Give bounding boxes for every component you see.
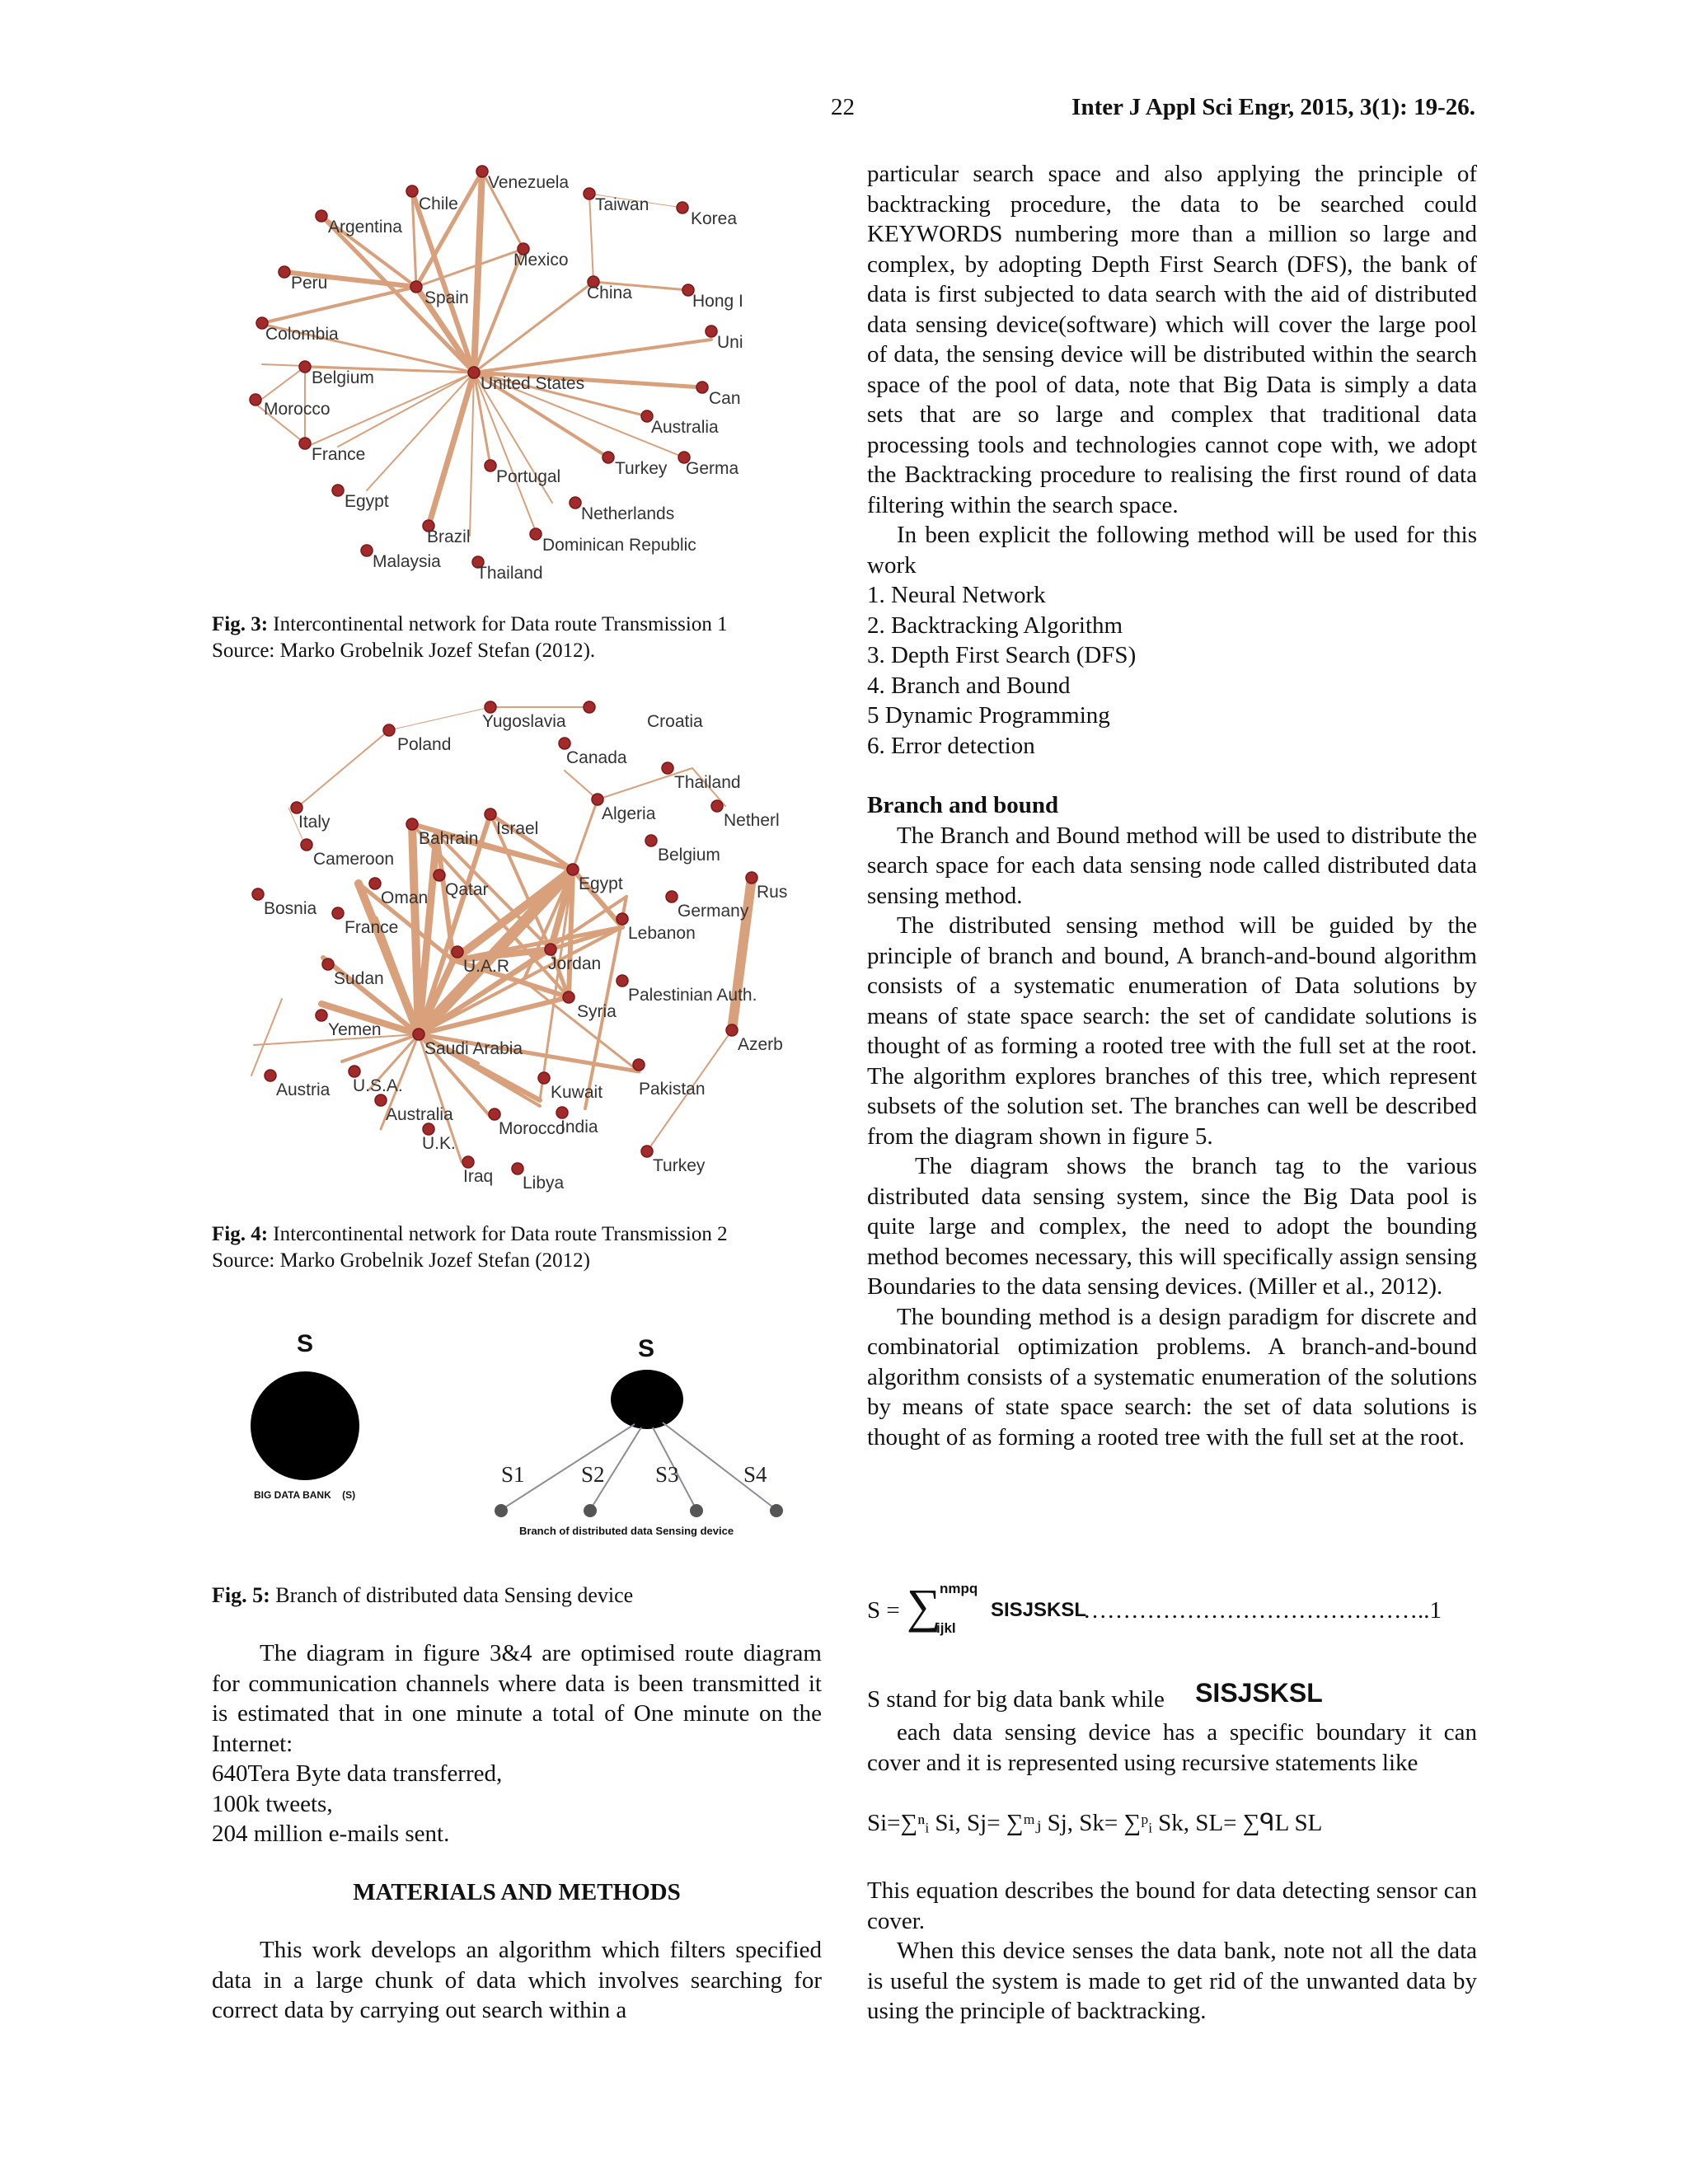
figure-5-caption-label: Fig. 5:	[212, 1583, 270, 1607]
node-label: Germa	[686, 459, 739, 478]
node-label: Egypt	[579, 874, 623, 893]
node-label: Sudan	[334, 969, 384, 988]
node-label: Colombia	[265, 325, 339, 344]
node-label: Turkey	[615, 459, 668, 478]
node-label: Can	[709, 389, 741, 408]
section-heading-materials-methods: MATERIALS AND METHODS	[353, 1878, 681, 1905]
node-label: Lebanon	[628, 924, 696, 943]
node-label: Australia	[651, 418, 719, 437]
equation-2	[867, 1678, 1477, 1713]
node-label: Venezuela	[488, 173, 570, 192]
figure-3-caption	[212, 612, 822, 664]
methods-intro-paragraph: This work develops an algorithm which filters specified data in a large chunk of data which involves searching for correct data by carrying out search within a	[212, 1937, 822, 2023]
node-label: Algeria	[602, 804, 656, 823]
internet-stats-list	[212, 1759, 822, 1849]
node-label: Taiwan	[595, 195, 649, 214]
equation-1-lhs: S =	[867, 1597, 900, 1624]
search-space-paragraph: particular search space and also applying the principle of backtracking procedure, the data to be searched could KEYWORDS numbering more than a million so large and complex, by adopting Depth First Search (DFS), the bank of data is first subjected to data search with the aid of distributed data sensing device(software) which will cover the large pool of data, the sensing device will be distributed within the search space of the pool of data, note that Big Data is simply a data sets that are so large and complex that traditional data processing tools and technologies cannot cope with, we adopt the Backtracking procedure to realising the first round of data filtering within the search space.	[867, 161, 1477, 518]
node-label: Austria	[276, 1080, 331, 1099]
branch-node-s1	[495, 1504, 508, 1517]
branch-label-s3: S3	[655, 1462, 679, 1487]
node-label: Pakistan	[639, 1080, 706, 1099]
figure-3-edges	[256, 171, 711, 536]
node-label: Qatar	[445, 880, 489, 899]
node-label: Belgium	[658, 846, 720, 865]
node-label: U.S.A.	[353, 1076, 403, 1095]
node-label: Yemen	[328, 1020, 382, 1039]
list-item: 100k tweets,	[212, 1790, 333, 1817]
node-label: Croatia	[647, 712, 703, 731]
big-data-bank-s-label: S	[297, 1330, 314, 1357]
bound-description-paragraph: This equation describes the bound for data detecting sensor can cover.	[867, 1877, 1477, 1934]
branch-label-s4: S4	[743, 1462, 767, 1487]
node-label: Australia	[386, 1105, 453, 1124]
methods-list-intro: In been explicit the following method will be used for this work	[867, 522, 1477, 579]
node-label: Egypt	[345, 492, 389, 511]
node-label: Argentina	[328, 218, 402, 237]
node-label: China	[587, 284, 632, 302]
right-column	[867, 159, 1477, 1452]
node-label: Bahrain	[419, 829, 479, 848]
equation-1-dots: ……………………………………..1	[1083, 1597, 1442, 1624]
node-label: Chile	[419, 194, 458, 213]
branch-label-s2: S2	[581, 1462, 605, 1487]
node-label: U.A.R	[463, 957, 510, 976]
branch-root-s-label: S	[638, 1335, 655, 1362]
node-label: Israel	[496, 819, 539, 838]
node-label: Thailand	[674, 773, 741, 792]
node-label: United States	[481, 374, 585, 393]
node-label: Cameroon	[313, 850, 395, 869]
node-label: U.K.	[422, 1134, 456, 1153]
node-label: Oman	[381, 888, 429, 907]
list-item: 5 Dynamic Programming	[867, 702, 1110, 729]
recursive-statement-block	[867, 1718, 1477, 1778]
branch-bound-intro-paragraph: The Branch and Bound method will be used to distribute the search space for each data sensing node called distributed data sensing method.	[867, 822, 1477, 909]
figure-4-caption-label: Fig. 4:	[212, 1223, 269, 1245]
branch-node-s2	[584, 1504, 597, 1517]
node-label: Spain	[424, 288, 469, 307]
figure-5-diagram	[231, 1319, 824, 1541]
node-label: Canada	[566, 748, 627, 767]
node-label: Thailand	[476, 564, 543, 583]
node-label: Peru	[291, 274, 328, 293]
list-item: 3. Depth First Search (DFS)	[867, 642, 1137, 668]
node-label: Germany	[678, 902, 749, 921]
node-label: Libya	[523, 1174, 565, 1193]
node-label: France	[345, 918, 399, 937]
figure-4-caption-text: Intercontinental network for Data route Transmission 2	[273, 1223, 728, 1245]
subheading-branch-and-bound: Branch and bound	[867, 792, 1059, 818]
node-label: Iraq	[463, 1167, 494, 1186]
figure-3-caption-label: Fig. 3:	[212, 613, 269, 635]
equation-1-lower-limit: ijkl	[936, 1620, 956, 1636]
big-data-bank-label: BIG DATA BANK (S)	[254, 1489, 356, 1501]
figure-4-caption-source: Source: Marko Grobelnik Jozef Stefan (2012)	[212, 1249, 590, 1272]
figure-5-caption	[212, 1582, 822, 1609]
equation-1	[867, 1579, 1477, 1642]
equation-2-terms: SISJSKSL	[1195, 1678, 1323, 1708]
node-label: Malaysia	[373, 552, 441, 571]
figure-4-network	[206, 684, 799, 1195]
node-label: Turkey	[653, 1156, 706, 1175]
node-label: Yugoslavia	[482, 712, 566, 731]
figure-3-caption-source: Source: Marko Grobelnik Jozef Stefan (2012).	[212, 640, 596, 662]
equation-3: Si=∑ⁿᵢ Si, Sj= ∑ᵐⱼ Sj, Sk= ∑ᵖᵢ Sk, SL= ∑ᑫL SL	[867, 1810, 1323, 1836]
list-item: 1. Neural Network	[867, 582, 1046, 608]
right-column-bottom	[867, 1876, 1477, 2027]
branch-caption-label: Branch of distributed data Sensing device	[519, 1525, 734, 1537]
node-label: Belgium	[312, 368, 374, 387]
node-label: Jordan	[548, 954, 602, 973]
node-label: India	[560, 1118, 598, 1137]
node-label: Syria	[577, 1002, 617, 1021]
node-label: Kuwait	[551, 1083, 603, 1102]
node-label: Netherl	[724, 811, 780, 830]
branch-root-node	[611, 1370, 683, 1429]
node-label: Korea	[691, 209, 738, 228]
list-item: 4. Branch and Bound	[867, 672, 1071, 699]
list-item: 2. Backtracking Algorithm	[867, 612, 1123, 639]
node-label: Italy	[298, 813, 331, 832]
route-diagram-paragraph: The diagram in figure 3&4 are optimised route diagram for communication channels where data is been transmitted it is estimated that in one minute a total of One minute on the Internet:	[212, 1640, 822, 1757]
equation-1-upper-limit: nmpq	[940, 1581, 978, 1596]
figure-3-labels	[264, 173, 743, 583]
node-label: Poland	[397, 735, 452, 754]
node-label: Azerb	[738, 1035, 783, 1054]
node-label: Portugal	[496, 467, 561, 486]
branch-label-s1: S1	[501, 1462, 525, 1487]
figure-4-caption	[212, 1221, 822, 1274]
branch-node-s4	[770, 1504, 783, 1517]
list-item: 204 million e-mails sent.	[212, 1821, 450, 1847]
figure-3-network	[206, 157, 767, 585]
figure-5-caption-text: Branch of distributed data Sensing device	[275, 1583, 634, 1607]
backtracking-paragraph: When this device senses the data bank, note not all the data is useful the system is made to get rid of the unwanted data by using the principle of backtracking.	[867, 1938, 1477, 2024]
bounding-method-paragraph: The bounding method is a design paradigm for discrete and combinatorial optimization problems. A branch-and-bound algorithm consists of a systematic enumeration of the solutions by means of state space search: the set of data solutions is thought of as forming a rooted tree with the full set at the root.	[867, 1303, 1477, 1451]
equation-2-text: S stand for big data bank while	[867, 1686, 1165, 1713]
branch-node-s3	[690, 1504, 703, 1517]
node-label: Netherlands	[581, 504, 675, 523]
figure-3-caption-text: Intercontinental network for Data route Transmission 1	[273, 613, 728, 635]
node-label: Saudi Arabia	[424, 1039, 523, 1058]
big-data-bank-node	[251, 1371, 359, 1480]
equation-1-sigma: ∑	[907, 1579, 941, 1633]
node-label: Bosnia	[264, 899, 317, 918]
journal-citation: Inter J Appl Sci Engr, 2015, 3(1): 19-26.	[1071, 94, 1475, 120]
node-label: France	[312, 445, 366, 464]
methods-list	[867, 580, 1477, 761]
left-column	[212, 1638, 822, 2026]
node-label: Morocco	[499, 1119, 565, 1138]
page-number: 22	[831, 94, 855, 120]
recursive-statement-paragraph: each data sensing device has a specific boundary it can cover and it is represented using recursive statements like	[867, 1719, 1477, 1776]
node-label: Mexico	[513, 251, 569, 269]
node-label: Dominican Republic	[542, 536, 696, 555]
diagram-explanation-paragraph: The diagram shows the branch tag to the various distributed data sensing system, since the Big Data pool is quite large and complex, the need to adopt the bounding method becomes necessary, this will specifically assign sensing Boundaries to the data sensing devices. (Miller et al., 2012).	[867, 1153, 1477, 1300]
equation-1-terms: SISJSKSL	[991, 1599, 1087, 1621]
node-label: Morocco	[264, 400, 331, 419]
list-item: 6. Error detection	[867, 732, 1035, 759]
node-label: Brazil	[427, 527, 471, 546]
node-label: Uni	[717, 333, 743, 352]
node-label: Rus	[757, 883, 788, 902]
list-item: 640Tera Byte data transferred,	[212, 1760, 503, 1787]
node-label: Hong I	[692, 292, 743, 311]
node-label: Palestinian Auth.	[628, 986, 757, 1005]
distributed-sensing-paragraph: The distributed sensing method will be guided by the principle of branch and bound, A branch-and-bound algorithm consists of a systematic enumeration of Data solutions by means of state space search: the set of candidate solutions is thought of as forming a rooted tree with the full set at the root. The algorithm explores branches of this tree, which represent subsets of the solution set. The branches can well be described from the diagram shown in figure 5.	[867, 912, 1477, 1150]
